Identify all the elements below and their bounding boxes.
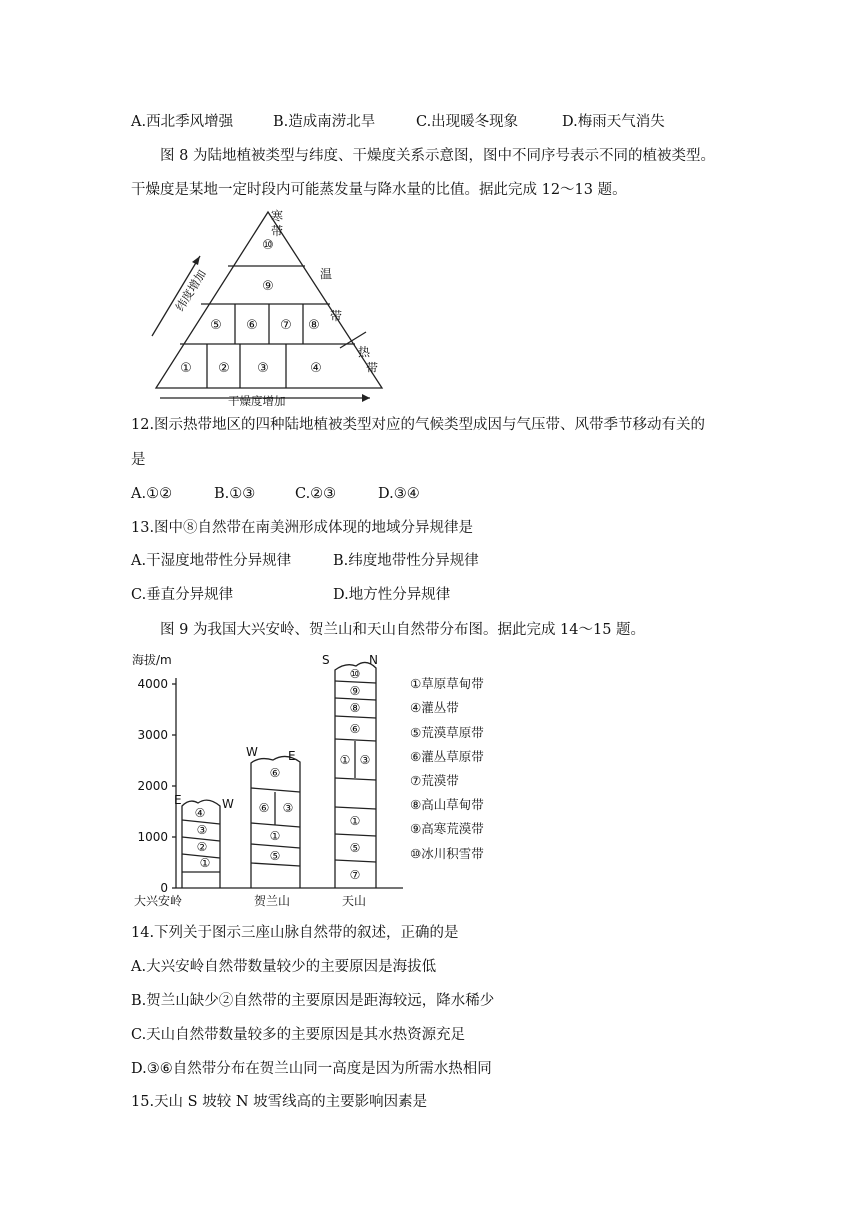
- fig9-intro: 图 9 为我国大兴安岭、贺兰山和天山自然带分布图。据此完成 14～15 题。: [160, 622, 646, 638]
- q13-option-d: D.地方性分异规律: [333, 587, 451, 603]
- q12-option-c: C.②③: [295, 486, 337, 502]
- legend-item-8: ⑧高山草甸带: [410, 797, 484, 812]
- y-tick-3000: 3000: [137, 728, 168, 742]
- legend-item-9: ⑨高寒荒漠带: [410, 821, 484, 836]
- hl-belt-6-left: ⑥: [258, 801, 270, 815]
- y-tick-1000: 1000: [137, 830, 168, 844]
- dx-belt-1: ①: [199, 856, 211, 870]
- hl-belt-3-right: ③: [282, 801, 294, 815]
- q13-options-row1: [131, 551, 479, 571]
- dryness-arrow-label: 干燥度增加: [228, 394, 286, 406]
- ts-belt-5: ⑤: [349, 841, 361, 855]
- q14-option-b: B.贺兰山缺少②自然带的主要原因是距海较远，降水稀少: [131, 993, 495, 1009]
- legend-item-7: ⑦荒漠带: [410, 773, 459, 788]
- cell-9: ⑨: [262, 279, 274, 294]
- ts-belt-7: ⑦: [349, 868, 361, 882]
- cell-10: ⑩: [262, 238, 274, 253]
- mountain-name-daxinganling: 大兴安岭: [134, 894, 183, 908]
- q11-option-d: D.梅雨天气消失: [562, 114, 665, 130]
- q13-option-a: A.干湿度地带性分异规律: [131, 553, 292, 569]
- q11-option-a: A.西北季风增强: [131, 114, 234, 130]
- helanshan-right-side: E: [288, 749, 296, 763]
- cell-8: ⑧: [308, 318, 320, 333]
- q12-stem-line1: 12.图示热带地区的四种陆地植被类型对应的气候类型成因与气压带、风带季节移动有关的: [131, 417, 706, 433]
- zone-tropic-char2: 带: [366, 361, 379, 375]
- tianshan-left-side: S: [322, 653, 330, 667]
- y-tick-4000: 4000: [137, 677, 168, 691]
- q11-options: [131, 112, 665, 132]
- zone-temperate-char1: 温: [320, 267, 333, 281]
- q12-option-d: D.③④: [378, 486, 420, 502]
- mountain-name-tianshan: 天山: [342, 894, 367, 908]
- ts-belt-10: ⑩: [349, 667, 361, 681]
- fig8-intro-line2: 干燥度是某地一定时段内可能蒸发量与降水量的比值。据此完成 12～13 题。: [131, 182, 627, 198]
- cell-1: ①: [180, 361, 192, 376]
- cell-5: ⑤: [210, 318, 222, 333]
- hl-belt-6-top: ⑥: [269, 766, 281, 780]
- q12-stem-line2: 是: [131, 452, 146, 468]
- figure-8-vegetation-triangle: [140, 206, 400, 406]
- q13-stem: 13.图中⑧自然带在南美洲形成体现的地域分异规律是: [131, 520, 474, 536]
- ts-belt-1: ①: [349, 814, 361, 828]
- q13-option-b: B.纬度地带性分异规律: [333, 553, 479, 569]
- ts-belt-6: ⑥: [349, 722, 361, 736]
- ts-belt-9: ⑨: [349, 684, 361, 698]
- zone-cold-char1: 寒: [271, 209, 284, 223]
- dx-belt-2: ②: [196, 840, 208, 854]
- y-axis-title: 海拔/m: [132, 653, 172, 667]
- ts-belt-8: ⑧: [349, 701, 361, 715]
- dx-belt-4: ④: [194, 806, 206, 820]
- q14-option-d: D.③⑥自然带分布在贺兰山同一高度是因为所需水热相同: [131, 1061, 492, 1077]
- helanshan-left-side: W: [246, 745, 258, 759]
- zone-cold-char2: 带: [271, 224, 284, 238]
- cell-2: ②: [218, 361, 230, 376]
- mountain-name-helanshan: 贺兰山: [254, 894, 291, 908]
- cell-3: ③: [257, 361, 269, 376]
- hl-belt-5: ⑤: [269, 849, 281, 863]
- ts-belt-1-left: ①: [339, 753, 351, 767]
- q12-option-a: A.①②: [131, 486, 173, 502]
- q14-option-a: A.大兴安岭自然带数量较少的主要原因是海拔低: [131, 959, 437, 975]
- y-tick-2000: 2000: [137, 779, 168, 793]
- q14-option-c: C.天山自然带数量较多的主要原因是其水热资源充足: [131, 1027, 466, 1043]
- cell-7: ⑦: [280, 318, 292, 333]
- legend-item-1: ①草原草甸带: [410, 676, 484, 691]
- cell-6: ⑥: [246, 318, 258, 333]
- legend-item-6: ⑥灌丛草原带: [410, 749, 484, 764]
- q14-stem: 14.下列关于图示三座山脉自然带的叙述，正确的是: [131, 925, 459, 941]
- q13-option-c: C.垂直分异规律: [131, 587, 234, 603]
- q12-options: [131, 484, 420, 504]
- y-tick-0: 0: [160, 881, 168, 895]
- tianshan-right-side: N: [369, 653, 378, 667]
- zone-temperate-char2: 带: [330, 309, 343, 323]
- q11-option-b: B.造成南涝北旱: [273, 114, 376, 130]
- dx-belt-3: ③: [196, 823, 208, 837]
- q11-option-c: C.出现暖冬现象: [416, 114, 519, 130]
- q13-options-row2: [131, 585, 450, 605]
- ts-belt-3-right: ③: [359, 753, 371, 767]
- latitude-arrow-label: 纬度增加: [172, 267, 209, 314]
- legend-item-10: ⑩冰川积雪带: [410, 846, 484, 861]
- legend-item-4: ④灌丛带: [410, 700, 459, 715]
- zone-tropic-char1: 热: [358, 345, 371, 359]
- daxinganling-left-side: E: [174, 793, 182, 807]
- legend-item-5: ⑤荒漠草原带: [410, 725, 484, 740]
- hl-belt-1: ①: [269, 829, 281, 843]
- figure-9-mountain-belts: [128, 648, 528, 912]
- fig8-intro-line1: 图 8 为陆地植被类型与纬度、干燥度关系示意图，图中不同序号表示不同的植被类型。: [160, 148, 715, 164]
- q15-stem: 15.天山 S 坡较 N 坡雪线高的主要影响因素是: [131, 1094, 428, 1110]
- cell-4: ④: [310, 361, 322, 376]
- daxinganling-right-side: W: [222, 797, 234, 811]
- q12-option-b: B.①③: [214, 486, 256, 502]
